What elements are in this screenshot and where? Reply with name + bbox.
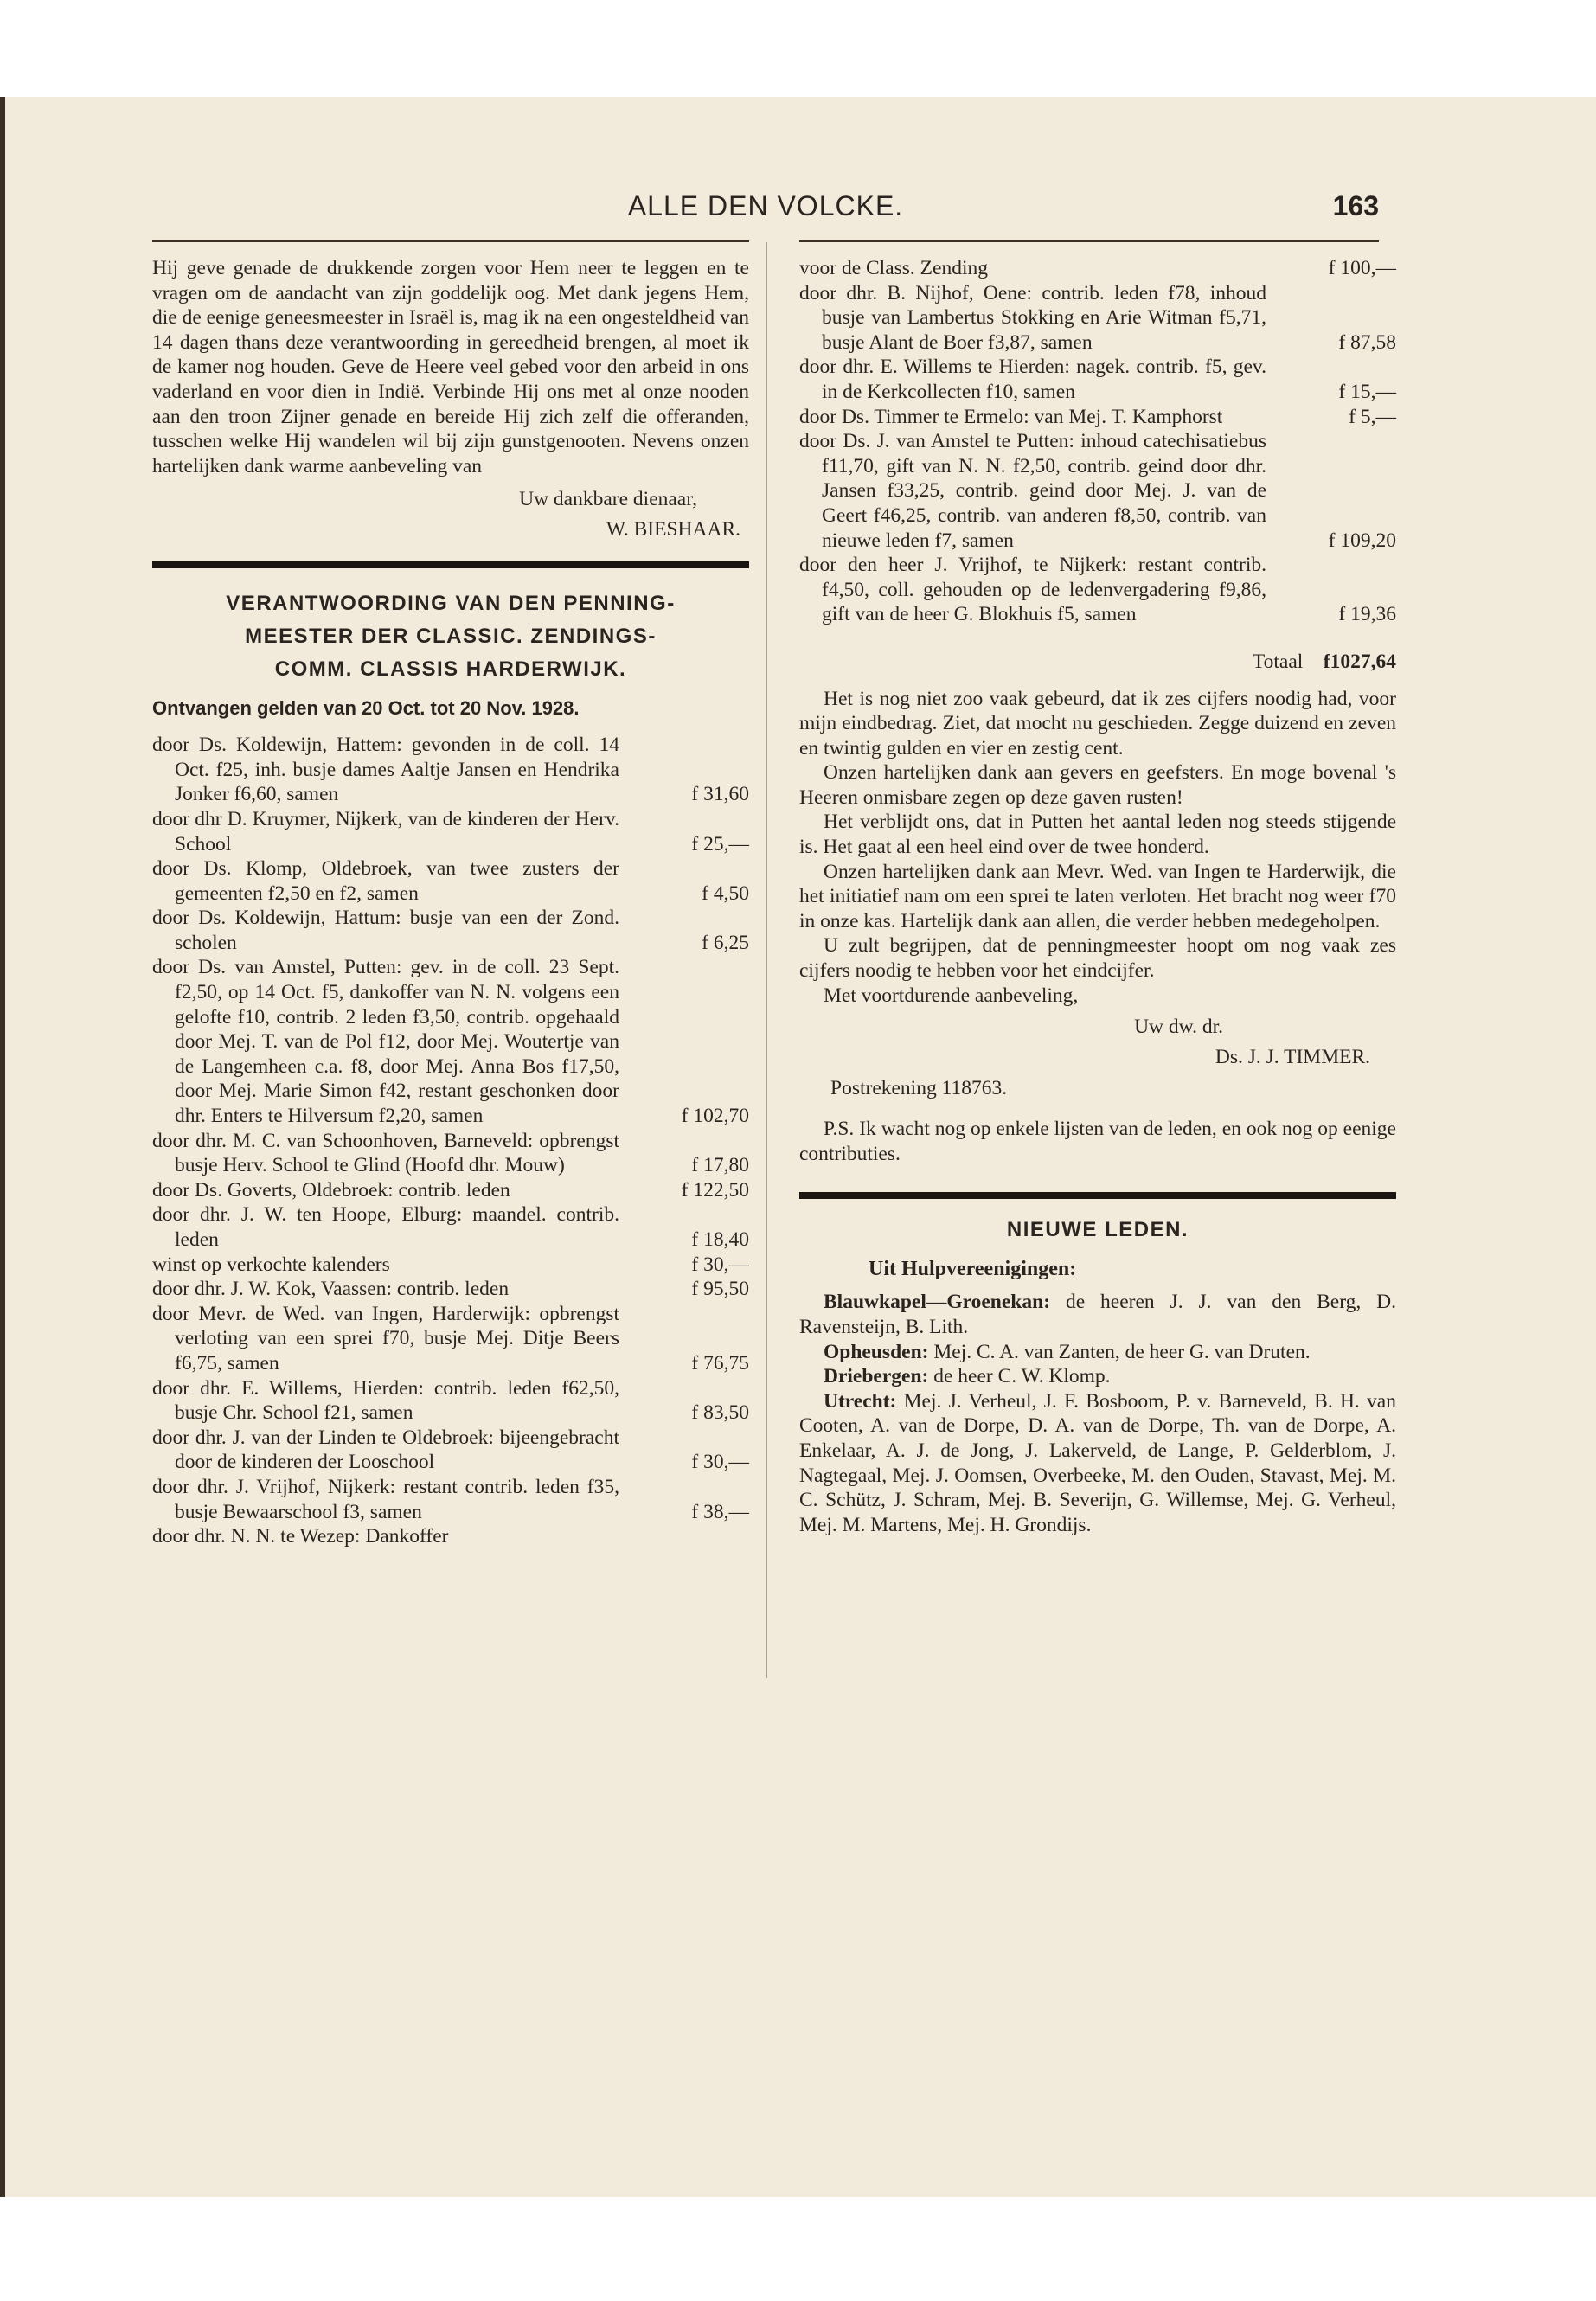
entry-amount: f 95,50	[691, 1278, 749, 1301]
letter-signature: W. BIESHAAR.	[606, 517, 740, 541]
treasurer-signature: Ds. J. J. TIMMER.	[1215, 1045, 1370, 1068]
entry-amount: f 100,—	[1328, 257, 1396, 279]
closing-paragraph: Het is nog niet zoo vaak gebeurd, dat ik zes cijfers noodig had, voor mijn eindbedrag. Ziet, dat mocht nu geschieden. Zegge duizend en zeven en twintig gulden en vier en zestig cent.	[799, 687, 1396, 760]
section-title-line: VERANTWOORDING VAN DEN PENNING-	[226, 591, 676, 615]
treasurer-closing: Uw dw. dr.	[1134, 1016, 1223, 1039]
member-names: Mej. C. A. van Zanten, de heer G. van Druten.	[928, 1340, 1311, 1363]
total-row	[799, 650, 1396, 675]
member-list	[799, 1290, 1396, 1537]
ledger-entry	[799, 405, 1396, 430]
entry-description: door Ds. Klomp, Oldebroek, van twee zusters der gemeenten f2,50 en f2, samen	[152, 857, 619, 905]
member-names: de heeren J. J. van den Berg, D. Ravensteijn, B. Lith.	[799, 1291, 1396, 1338]
member-place: Driebergen:	[824, 1365, 929, 1388]
closing-paragraph: Met voortdurende aanbeveling,	[824, 984, 1079, 1007]
closing-paragraph: U zult begrijpen, dat de penningmeester hoopt om nog vaak zes cijfers noodig te hebben voor het eindcijfer.	[799, 934, 1396, 983]
entry-description: door Ds. Koldewijn, Hattem: gevonden in de coll. 14 Oct. f25, inh. busje dames Aaltje Jansen en Hendrika Jonker f6,60, samen	[152, 734, 619, 806]
entry-amount: f 87,58	[1338, 330, 1396, 354]
entry-description: door dhr. E. Willems, Hierden: contrib. leden f62,50, busje Chr. School f21, samen	[152, 1376, 619, 1425]
total-label: Totaal	[1252, 650, 1304, 673]
section-title-line: COMM. CLASSIS HARDERWIJK.	[274, 657, 627, 681]
ledger-entry	[152, 906, 749, 955]
ledger-entry	[152, 1376, 749, 1426]
ledger-entry	[152, 856, 749, 906]
ledger-entry	[799, 429, 1396, 553]
section-title-line: MEESTER DER CLASSIC. ZENDINGS-	[245, 624, 657, 648]
entry-description: door dhr. J. W. Kok, Vaassen: contrib. leden	[152, 1278, 510, 1301]
ledger-entry	[152, 1475, 749, 1524]
entry-description: door dhr. J. Vrijhof, Nijkerk: restant contrib. leden f35, busje Bewaarschool f3, samen	[152, 1475, 619, 1523]
entry-amount: f 15,—	[1338, 380, 1396, 403]
entry-description: winst op verkochte kalenders	[152, 1253, 390, 1276]
closing-paragraph: Onzen hartelijken dank aan Mevr. Wed. van Ingen te Harderwijk, die het initiatief nam om een sprei te laten verloten. Het bracht nog weer f70 in onze kas. Hartelijk dank aan allen, die verder hebben medegeholpen.	[799, 860, 1396, 933]
entry-amount: f 17,80	[691, 1154, 749, 1177]
right-column	[799, 256, 1396, 1537]
entry-description: door dhr D. Kruymer, Nijkerk, van de kinderen der Herv. School	[152, 807, 619, 856]
ledger-entry	[152, 1277, 749, 1302]
ledger-entry	[799, 553, 1396, 627]
entry-description: door Ds. Timmer te Ermelo: van Mej. T. Kamphorst	[799, 405, 1223, 428]
total-amount: f1027,64	[1323, 650, 1396, 673]
postrekening: Postrekening 118763.	[830, 1077, 1008, 1100]
member-place: Opheusden:	[824, 1340, 929, 1363]
entry-amount: f 122,50	[681, 1178, 749, 1202]
entry-amount: f 30,—	[691, 1253, 749, 1276]
entry-amount: f 38,—	[691, 1500, 749, 1523]
header-rule-right	[799, 240, 1379, 242]
entry-description: door Mevr. de Wed. van Ingen, Harderwijk: opbrengst verloting van een sprei f70, busje Mej. Ditje Beers f6,75, samen	[152, 1302, 619, 1375]
ledger-entry	[799, 355, 1396, 404]
member-place: Blauwkapel—Groenekan:	[824, 1291, 1051, 1314]
entry-description: voor de Class. Zending	[799, 257, 988, 279]
entry-amount: f 6,25	[702, 931, 749, 954]
left-column	[152, 256, 749, 1549]
entry-amount: f 83,50	[691, 1401, 749, 1425]
entry-description: door dhr. E. Willems te Hierden: nagek. contrib. f5, gev. in de Kerkcollecten f10, samen	[799, 356, 1266, 403]
ledger-entry	[152, 1426, 749, 1475]
entry-description: door Ds. Goverts, Oldebroek: contrib. leden	[152, 1178, 510, 1202]
nieuwe-leden-title: NIEUWE LEDEN.	[1006, 1218, 1189, 1242]
entry-amount: f 31,60	[691, 783, 749, 806]
ledger-entry	[152, 1178, 749, 1203]
closing-paragraph: Onzen hartelijken dank aan gevers en geefsters. En moge bovenal 's Heeren onmisbare zegen op deze gaven rusten!	[799, 761, 1396, 809]
entry-description: door dhr. M. C. van Schoonhoven, Barneveld: opbrengst busje Herv. School te Glind (Hoofd dhr. Mouw)	[152, 1129, 619, 1177]
member-entry	[799, 1290, 1396, 1339]
entry-amount: f 25,—	[691, 832, 749, 856]
period-subtitle: Ontvangen gelden van 20 Oct. tot 20 Nov. 1928.	[152, 696, 580, 719]
ledger-entry	[152, 1202, 749, 1252]
ledger-entry	[152, 1129, 749, 1178]
entry-amount: f 19,36	[1338, 603, 1396, 626]
entry-description: door Ds. Koldewijn, Hattum: busje van een der Zond. scholen	[152, 907, 619, 954]
ledger-entries-right	[799, 256, 1396, 627]
member-entry	[799, 1340, 1396, 1365]
section-title	[152, 587, 749, 686]
member-place: Utrecht:	[824, 1389, 897, 1413]
entry-amount: f 102,70	[681, 1105, 749, 1128]
entry-description: door den heer J. Vrijhof, te Nijkerk: restant contrib. f4,50, coll. gehouden op de ledenvergadering f9,86, gift van de heer G. Blokhuis f5, samen	[799, 554, 1266, 626]
page-header	[152, 190, 1379, 234]
entry-amount: f 76,75	[691, 1351, 749, 1375]
column-rule	[766, 242, 767, 1678]
entry-description: door Ds. van Amstel, Putten: gev. in de coll. 23 Sept. f2,50, op 14 Oct. f5, dankoffer van N. N. volgens een gelofte f10, contrib. 2 leden f3,50, contrib. opgehaald door Mej. T. van de Pol f12, door Mej. Woutertje van de Langemheen c.a. f8, door Mej. Anna Bos f17,50, door Mej. Marie Simon f42, restant geschonken door dhr. Enters te Hilversum f2,20, samen	[152, 956, 619, 1128]
ledger-entry-continued: door dhr. N. N. te Wezep: Dankoffer	[152, 1525, 449, 1548]
member-entry	[799, 1389, 1396, 1538]
member-names: Mej. J. Verheul, J. F. Bosboom, P. v. Barneveld, B. H. van Cooten, A. van de Dorpe, D. A. van de Dorpe, Th. van de Dorpe, A. Enkelaar, A. J. de Jong, J. Lakerveld, de Lange, P. Gelderblom, J. Nagtegaal, Mej. J. Oomsen, Overbeeke, M. den Ouden, Stavast, Mej. M. C. Schütz, J. Schram, Mej. B. Severijn, G. Willemse, Mej. G. Verheul, Mej. M. Martens, Mej. H. Grondijs.	[799, 1389, 1396, 1536]
entry-amount: f 4,50	[702, 881, 749, 905]
ledger-entries-left	[152, 733, 749, 1524]
entry-amount: f 5,—	[1349, 405, 1396, 428]
member-names: de heer C. W. Klomp.	[928, 1365, 1111, 1388]
entry-description: door dhr. B. Nijhof, Oene: contrib. leden f78, inhoud busje van Lambertus Stokking en Arie Witman f5,71, busje Alant de Boer f3,87, samen	[799, 281, 1266, 354]
ledger-entry	[799, 256, 1396, 281]
postscript: P.S. Ik wacht nog op enkele lijsten van de leden, en ook nog op eenige contributies.	[799, 1118, 1396, 1165]
entry-amount: f 18,40	[691, 1228, 749, 1251]
section-divider	[152, 561, 749, 568]
entry-description: door dhr. J. W. ten Hoope, Elburg: maandel. contrib. leden	[152, 1203, 619, 1251]
entry-amount: f 109,20	[1328, 529, 1396, 552]
entry-description: door dhr. J. van der Linden te Oldebroek: bijeengebracht door de kinderen der Looschool	[152, 1426, 619, 1474]
letter-closing: Uw dankbare dienaar,	[519, 488, 697, 511]
ledger-entry	[152, 733, 749, 807]
letter-paragraph: Hij geve genade de drukkende zorgen voor Hem neer te leggen en te vragen om de aandacht van zijn goddelijk oog. Met dank jegens Hem, die de eenige geneesmeester in Israël is, mag ik na een ongesteldheid van 14 dagen thans deze verantwoording in gereedheid brengen, al moet ik de kamer nog houden. Geve de Heere veel gebed voor den arbeid in ons vaderland en voor dien in Indië. Verbinde Hij ons met al onze nooden aan den troon Zijner genade en bereide Hij zich zelf die offeranden, tusschen welke Hij wandelen wil bij zijn gunstgenooten. Nevens onzen hartelijken dank warme aanbeveling van	[152, 257, 749, 478]
ledger-entry	[152, 955, 749, 1128]
page-number: 163	[1332, 190, 1379, 221]
member-entry	[799, 1364, 1396, 1389]
ledger-entry	[799, 281, 1396, 356]
ledger-entry	[152, 1253, 749, 1278]
entry-amount: f 30,—	[691, 1451, 749, 1474]
nieuwe-leden-subtitle: Uit Hulpvereenigingen:	[869, 1257, 1077, 1280]
entry-description: door Ds. J. van Amstel te Putten: inhoud catechisatiebus f11,70, gift van N. N. f2,50, contrib. geind door dhr. Jansen f33,25, contrib. geind door Mej. J. van de Geert f46,25, contrib. van anderen f8,50, contrib. van nieuwe leden f7, samen	[799, 430, 1266, 552]
closing-paragraph: Het verblijdt ons, dat in Putten het aantal leden nog steeds stijgende is. Het gaat al een heel eind over de twee honderd.	[799, 811, 1396, 859]
ledger-entry	[152, 1302, 749, 1376]
header-rule-left	[152, 240, 749, 242]
section-divider-nieuwe	[799, 1192, 1396, 1199]
running-title: ALLE DEN VOLCKE.	[627, 190, 904, 221]
ledger-entry	[152, 807, 749, 856]
